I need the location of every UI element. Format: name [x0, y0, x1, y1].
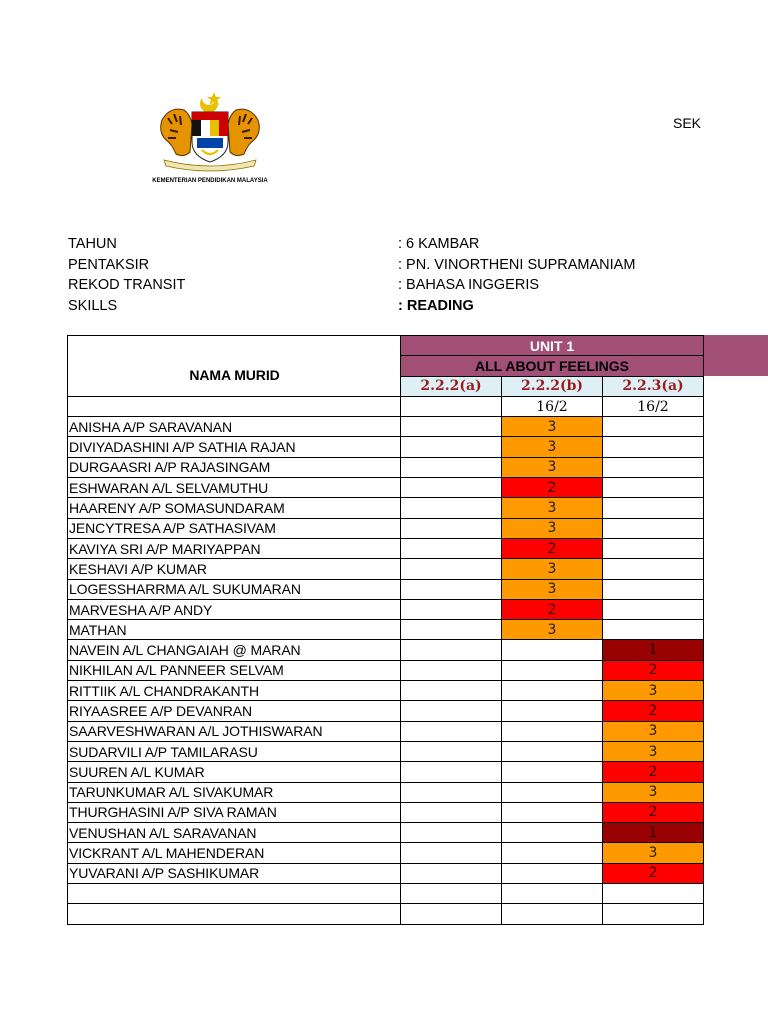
name-column-header: NAMA MURID [68, 336, 401, 397]
table-row [68, 681, 704, 701]
student-name: SUDARVILI A/P TAMILARASU [68, 741, 401, 761]
record-label: REKOD TRANSIT [68, 277, 186, 293]
student-name [68, 904, 401, 924]
student-name: SUUREN A/L KUMAR [68, 762, 401, 782]
table-row [68, 599, 704, 619]
score-cell [603, 457, 704, 477]
score-cell: 3 [502, 457, 603, 477]
score-cell [502, 762, 603, 782]
skill-code-1: 2.2.2(a) [401, 376, 502, 396]
table-row [68, 579, 704, 599]
assessment-date-1 [401, 396, 502, 416]
student-name: KAVIYA SRI A/P MARIYAPPAN [68, 538, 401, 558]
score-cell: 3 [603, 721, 704, 741]
score-cell [502, 863, 603, 883]
student-name: NIKHILAN A/L PANNEER SELVAM [68, 660, 401, 680]
score-cell: 2 [502, 599, 603, 619]
student-name: LOGESSHARRMA A/L SUKUMARAN [68, 579, 401, 599]
score-cell [401, 904, 502, 924]
score-cell [401, 741, 502, 761]
score-cell [603, 417, 704, 437]
score-cell: 2 [603, 863, 704, 883]
student-name: KESHAVI A/P KUMAR [68, 559, 401, 579]
score-cell: 2 [502, 538, 603, 558]
score-cell [401, 559, 502, 579]
score-cell [401, 701, 502, 721]
student-name: ANISHA A/P SARAVANAN [68, 417, 401, 437]
score-cell: 2 [502, 478, 603, 498]
score-cell: 1 [603, 640, 704, 660]
score-cell: 3 [603, 782, 704, 802]
score-cell [603, 884, 704, 904]
score-cell [502, 782, 603, 802]
table-row [68, 701, 704, 721]
score-cell [502, 681, 603, 701]
student-name: NAVEIN A/L CHANGAIAH @ MARAN [68, 640, 401, 660]
score-cell [603, 518, 704, 538]
score-cell [401, 884, 502, 904]
table-row [68, 904, 704, 924]
student-name: TARUNKUMAR A/L SIVAKUMAR [68, 782, 401, 802]
score-cell: 3 [603, 681, 704, 701]
table-row [68, 518, 704, 538]
table-row [68, 863, 704, 883]
score-cell [401, 498, 502, 518]
score-cell [502, 843, 603, 863]
table-row [68, 660, 704, 680]
unit-band-extension [700, 335, 768, 376]
svg-text:KEMENTERIAN PENDIDIKAN MALAYSI: KEMENTERIAN PENDIDIKAN MALAYSIA [152, 178, 268, 184]
table-header-unit-row [68, 336, 704, 356]
skills-label: SKILLS [68, 298, 118, 314]
table-row [68, 538, 704, 558]
skill-code-2: 2.2.2(b) [502, 376, 603, 396]
score-cell [502, 904, 603, 924]
score-cell [401, 518, 502, 538]
score-cell [603, 579, 704, 599]
assessor-label: PENTAKSIR [68, 257, 150, 273]
year-value: : 6 KAMBAR [398, 236, 480, 252]
table-row [68, 457, 704, 477]
score-cell [502, 823, 603, 843]
score-cell [401, 640, 502, 660]
score-cell: 3 [603, 843, 704, 863]
student-name: RIYAASREE A/P DEVANRAN [68, 701, 401, 721]
score-cell [603, 498, 704, 518]
score-cell [603, 559, 704, 579]
score-cell [603, 437, 704, 457]
score-cell [603, 620, 704, 640]
score-cell [401, 457, 502, 477]
score-cell [502, 660, 603, 680]
transit-record-table [67, 335, 704, 925]
score-cell: 3 [502, 620, 603, 640]
score-cell [502, 701, 603, 721]
score-cell [401, 417, 502, 437]
score-cell [401, 762, 502, 782]
student-name: ESHWARAN A/L SELVAMUTHU [68, 478, 401, 498]
table-row [68, 741, 704, 761]
school-label: SEK [673, 115, 702, 131]
student-name: SAARVESHWARAN A/L JOTHISWARAN [68, 721, 401, 741]
table-row [68, 721, 704, 741]
score-cell [502, 884, 603, 904]
table-row [68, 843, 704, 863]
table-row [68, 559, 704, 579]
score-cell [401, 437, 502, 457]
score-cell: 2 [603, 660, 704, 680]
assessor-value: : PN. VINORTHENI SUPRAMANIAM [398, 257, 636, 273]
table-row [68, 884, 704, 904]
score-cell [401, 721, 502, 741]
table-row [68, 478, 704, 498]
score-cell [502, 721, 603, 741]
score-cell [603, 538, 704, 558]
score-cell [401, 660, 502, 680]
skill-code-3: 2.2.3(a) [603, 376, 704, 396]
score-cell [603, 478, 704, 498]
score-cell [401, 802, 502, 822]
table-row [68, 417, 704, 437]
ministry-crest-logo [150, 90, 270, 185]
student-name: THURGHASINI A/P SIVA RAMAN [68, 802, 401, 822]
score-cell [401, 599, 502, 619]
score-cell: 2 [603, 762, 704, 782]
table-header-date-row [68, 396, 704, 416]
student-name: VENUSHAN A/L SARAVANAN [68, 823, 401, 843]
unit-title: UNIT 1 [401, 336, 704, 356]
skills-value: : READING [398, 298, 474, 314]
date-row-blank [68, 396, 401, 416]
assessment-date-2: 16/2 [502, 396, 603, 416]
table-row [68, 823, 704, 843]
score-cell: 2 [603, 802, 704, 822]
score-cell [502, 741, 603, 761]
student-name: DURGAASRI A/P RAJASINGAM [68, 457, 401, 477]
student-name [68, 884, 401, 904]
student-name: JENCYTRESA A/P SATHASIVAM [68, 518, 401, 538]
score-cell [401, 620, 502, 640]
table-row [68, 782, 704, 802]
score-cell [401, 823, 502, 843]
unit-theme: ALL ABOUT FEELINGS [401, 356, 704, 376]
table-row [68, 762, 704, 782]
score-cell [401, 681, 502, 701]
score-cell: 3 [502, 559, 603, 579]
score-cell: 3 [603, 741, 704, 761]
score-cell: 2 [603, 701, 704, 721]
record-value: : BAHASA INGGERIS [398, 277, 540, 293]
score-cell: 1 [603, 823, 704, 843]
table-row [68, 498, 704, 518]
score-cell [401, 782, 502, 802]
score-cell [401, 843, 502, 863]
student-name: VICKRANT A/L MAHENDERAN [68, 843, 401, 863]
score-cell [401, 863, 502, 883]
student-name: YUVARANI A/P SASHIKUMAR [68, 863, 401, 883]
student-name: RITTIIK A/L CHANDRAKANTH [68, 681, 401, 701]
table-row [68, 802, 704, 822]
score-cell: 3 [502, 518, 603, 538]
score-cell [401, 478, 502, 498]
table-row [68, 437, 704, 457]
student-name: MARVESHA A/P ANDY [68, 599, 401, 619]
assessment-date-3: 16/2 [603, 396, 704, 416]
score-cell [603, 599, 704, 619]
student-name: HAARENY A/P SOMASUNDARAM [68, 498, 401, 518]
score-cell [401, 579, 502, 599]
score-cell [603, 904, 704, 924]
year-label: TAHUN [68, 236, 117, 252]
score-cell: 3 [502, 437, 603, 457]
score-cell: 3 [502, 417, 603, 437]
score-cell: 3 [502, 498, 603, 518]
score-cell [502, 640, 603, 660]
score-cell [401, 538, 502, 558]
score-cell: 3 [502, 579, 603, 599]
student-name: MATHAN [68, 620, 401, 640]
table-row [68, 620, 704, 640]
student-name: DIVIYADASHINI A/P SATHIA RAJAN [68, 437, 401, 457]
table-row [68, 640, 704, 660]
score-cell [502, 802, 603, 822]
